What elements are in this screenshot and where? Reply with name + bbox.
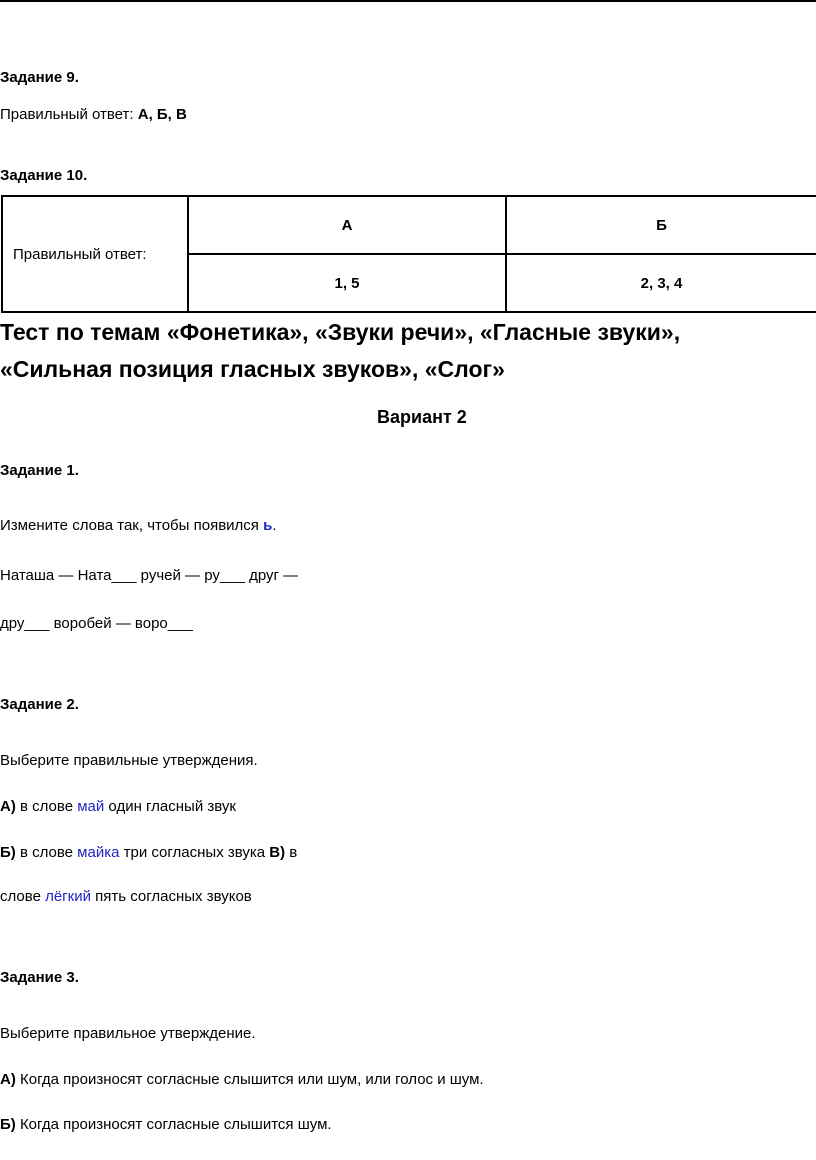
task3-option-a (0, 1072, 484, 1087)
answer-table-value-b: 2, 3, 4 (506, 254, 816, 312)
task3-instruction: Выберите правильное утверждение. (0, 1025, 256, 1042)
task10-title: Задание 10. (0, 167, 88, 184)
answer-table-header-a: А (188, 196, 506, 254)
task3-option-a-letter: А) (0, 1071, 16, 1088)
task9-answer (0, 107, 187, 122)
task2-option-b (0, 845, 297, 860)
task1-line2: дру___ воробей — воро___ (0, 615, 193, 632)
task2-option-b-text2: три согласных звука (119, 844, 270, 861)
task1-instruction-text: Измените слова так, чтобы появился (0, 517, 264, 534)
task9-answer-label: Правильный ответ: (0, 106, 138, 123)
answer-table-header-b: Б (506, 196, 816, 254)
task2-option-c-text3: пять согласных звуков (90, 888, 252, 905)
test-heading-line2: «Сильная позиция гласных звуков», «Слог» (0, 356, 505, 382)
task3-option-b (0, 1117, 332, 1132)
task2-title: Задание 2. (0, 696, 79, 713)
task1-instruction-end: . (272, 517, 277, 534)
variant-title: Вариант 2 (377, 407, 467, 427)
task2-option-c-text2: слове (0, 888, 46, 905)
task1-title: Задание 1. (0, 462, 79, 479)
task1-instruction (0, 518, 277, 533)
answer-table (1, 195, 816, 313)
task2-option-b-letter: Б) (0, 844, 16, 861)
task1-line1: Наташа — Ната___ ручей — ру___ друг — (0, 567, 299, 584)
task2-option-b-text1: в слове (15, 844, 78, 861)
task3-option-b-letter: Б) (0, 1116, 16, 1133)
test-heading-line1: Тест по темам «Фонетика», «Звуки речи», «Гласные звуки», (0, 319, 681, 345)
top-border-line (0, 0, 816, 2)
answer-table-row-label: Правильный ответ: (2, 196, 188, 312)
task2-option-c-letter: В) (269, 844, 286, 861)
task2-option-c (0, 889, 252, 904)
task3-option-a-text: Когда произносят согласные слышится или шум, или голос и шум. (15, 1071, 484, 1088)
task9-title: Задание 9. (0, 69, 79, 86)
task2-option-a-text2: один гласный звук (104, 798, 236, 815)
task2-option-a-word: май (77, 798, 105, 815)
task3-title: Задание 3. (0, 969, 79, 986)
task2-option-a-letter: А) (0, 798, 16, 815)
task2-instruction: Выберите правильные утверждения. (0, 752, 258, 769)
task9-answer-value: А, Б, В (137, 106, 187, 123)
task2-option-a (0, 799, 236, 814)
task2-option-a-text1: в слове (15, 798, 78, 815)
task1-soft-sign: ь (263, 517, 273, 534)
task2-option-c-text1: в (285, 844, 298, 861)
task2-option-c-word: лёгкий (45, 888, 91, 905)
task3-option-b-text: Когда произносят согласные слышится шум. (15, 1116, 332, 1133)
task2-option-b-word: майка (77, 844, 120, 861)
answer-table-value-a: 1, 5 (188, 254, 506, 312)
